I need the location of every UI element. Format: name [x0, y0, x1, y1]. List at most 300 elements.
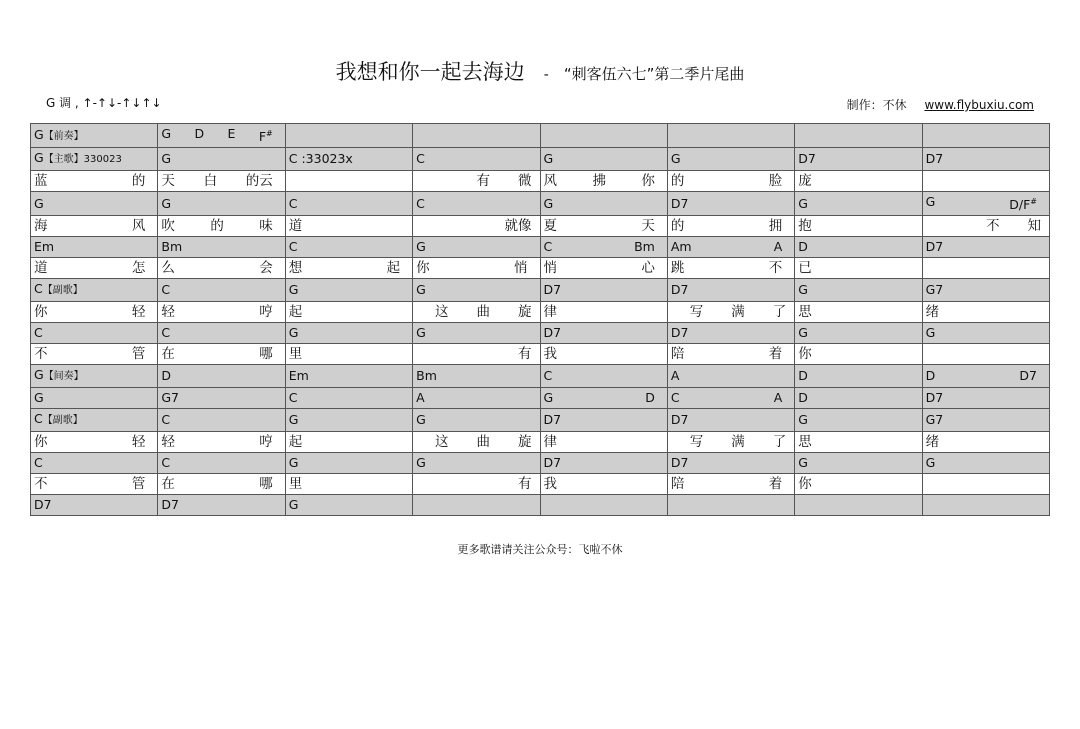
lyric-cell: [285, 344, 412, 365]
chord-cell: [413, 148, 540, 171]
chord-row: [31, 237, 1050, 258]
lyric-cell: [795, 171, 922, 192]
chord-symbol: D: [925, 368, 936, 384]
lyric-row: [31, 302, 1050, 323]
lyric-text: 写: [689, 434, 704, 451]
section-label: 【副歌】: [42, 285, 83, 297]
chord-symbol: D7: [925, 390, 944, 406]
chord-symbol: G7: [925, 412, 944, 428]
chord-cell: [31, 124, 158, 148]
chord-symbol: G: [161, 151, 172, 167]
chord-symbol: G: [543, 151, 554, 167]
lyric-cell: [795, 216, 922, 237]
lyric-text: 思: [798, 434, 812, 451]
chord-symbol: A: [773, 390, 783, 406]
chord-row: [31, 323, 1050, 344]
chord-symbol: Em: [34, 239, 55, 255]
lyric-text: 这: [435, 304, 449, 321]
chord-symbol: C: [34, 325, 43, 341]
lyric-text: 道: [34, 260, 48, 277]
chord-symbol: Bm: [634, 239, 655, 255]
chord-cell: [285, 453, 412, 474]
chord-symbol: F#: [258, 129, 273, 145]
lyric-text: 在: [161, 476, 175, 493]
lyric-text: 哪: [259, 476, 273, 493]
chord-cell: [922, 237, 1049, 258]
lyric-cell: [667, 474, 794, 495]
lyric-text: 写: [689, 304, 704, 321]
chord-symbol: G7: [925, 282, 944, 298]
chord-symbol: G: [34, 195, 44, 211]
lyric-text: 你: [798, 346, 812, 363]
lyric-cell: [540, 432, 667, 453]
chord-cell: [540, 148, 667, 171]
chord-cell: [285, 365, 412, 388]
chord-cell: [31, 409, 158, 432]
chord-cell: [540, 323, 667, 344]
chord-cell: [158, 495, 285, 516]
chord-cell: [31, 495, 158, 516]
lyric-cell: [922, 216, 1049, 237]
lyric-text: 着: [768, 346, 783, 363]
lyric-row: [31, 171, 1050, 192]
chord-symbol: C: [670, 390, 680, 406]
chord-symbol: D7: [670, 455, 689, 471]
chord-cell: [285, 192, 412, 216]
chord-symbol: G: [288, 455, 299, 471]
lyric-cell: [667, 258, 794, 279]
chord-cell: [31, 148, 158, 171]
chord-cell: [667, 495, 794, 516]
lyric-text: 么: [161, 260, 175, 277]
lyric-cell: [795, 258, 922, 279]
lyric-text: 怎: [131, 260, 146, 277]
chord-symbol: G: [925, 325, 936, 341]
section-label: 【前奏】: [43, 130, 84, 142]
lyric-cell: [31, 474, 158, 495]
lyric-cell: [413, 344, 540, 365]
lyric-cell: [31, 432, 158, 453]
lyric-cell: [158, 258, 285, 279]
chord-symbol: G: [34, 126, 44, 142]
lyric-cell: [540, 302, 667, 323]
credit-website-link[interactable]: www.flybuxiu.com: [924, 98, 1034, 112]
lyric-cell: [540, 258, 667, 279]
chord-symbol: D7: [925, 239, 944, 255]
chord-cell: [922, 279, 1049, 302]
lyric-text: 轻: [161, 434, 175, 451]
lyric-text: 思: [798, 304, 812, 321]
lyric-text: 微: [518, 173, 532, 190]
lyric-cell: [413, 432, 540, 453]
chord-symbol: G: [161, 126, 172, 141]
credit-author: 制作：不休: [846, 98, 907, 112]
lyric-cell: [413, 258, 540, 279]
chord-symbol: G: [925, 194, 936, 210]
lyric-cell: [667, 344, 794, 365]
lyric-cell: [922, 302, 1049, 323]
chord-cell: [413, 388, 540, 409]
lyric-text: 管: [131, 346, 146, 363]
chord-cell: [158, 409, 285, 432]
chord-cell: [285, 279, 412, 302]
chord-symbol: C: [288, 195, 298, 211]
key-and-strum-pattern: G 调 , ↑-↑↓-↑↓↑↓: [46, 96, 162, 110]
chord-cell: [540, 365, 667, 388]
chord-symbol: G: [161, 195, 172, 211]
lyric-text: 哼: [259, 304, 273, 321]
lyric-text: 轻: [161, 304, 175, 321]
lyric-cell: [667, 216, 794, 237]
lyric-cell: [31, 302, 158, 323]
chord-cell: [795, 124, 922, 148]
chord-symbol: G: [925, 455, 936, 471]
chord-symbol: Bm: [416, 368, 437, 384]
chord-symbol: G: [34, 150, 44, 166]
chord-symbol: D: [645, 390, 655, 406]
chord-symbol: G: [416, 412, 426, 428]
chord-cell: [31, 323, 158, 344]
lyric-cell: [158, 344, 285, 365]
chord-cell: [540, 388, 667, 409]
chord-cell: [158, 237, 285, 258]
chord-symbol: C: [161, 455, 171, 471]
lyric-cell: [922, 258, 1049, 279]
chord-cell: [31, 365, 158, 388]
lyric-text: 陪: [670, 476, 685, 493]
chord-cell: [795, 237, 922, 258]
chord-cell: [158, 453, 285, 474]
lyric-cell: [795, 344, 922, 365]
lyric-text: 你: [798, 476, 812, 493]
lyric-row: [31, 432, 1050, 453]
lyric-cell: [540, 344, 667, 365]
lyric-text: 风: [543, 173, 557, 190]
chord-symbol: G: [670, 151, 681, 167]
chord-cell: [158, 148, 285, 171]
footer-note: 更多歌谱请关注公众号：飞啦不休: [457, 543, 623, 556]
chord-cell: [158, 323, 285, 344]
chord-cell: [285, 409, 412, 432]
lyric-cell: [540, 171, 667, 192]
lyric-text: 不: [768, 260, 783, 277]
chord-cell: [540, 409, 667, 432]
chord-symbol: G7: [161, 390, 180, 406]
lyric-cell: [795, 474, 922, 495]
lyric-text: 的: [670, 173, 685, 190]
chord-symbol: G: [798, 195, 808, 211]
chord-symbol: A: [416, 390, 425, 406]
chord-cell: [285, 495, 412, 516]
chord-cell: [285, 148, 412, 171]
lyric-text: 管: [131, 476, 146, 493]
chord-row: [31, 365, 1050, 388]
chord-cell: [795, 279, 922, 302]
chord-symbol: D: [798, 390, 808, 406]
chord-cell: [922, 124, 1049, 148]
chord-symbol: G: [798, 455, 808, 471]
lyric-text: 曲: [476, 304, 490, 321]
chord-cell: [158, 388, 285, 409]
chord-row: [31, 388, 1050, 409]
chord-cell: [667, 148, 794, 171]
lyric-text: 里: [288, 346, 303, 363]
lyric-cell: [31, 258, 158, 279]
chord-row: [31, 192, 1050, 216]
chord-cell: [922, 388, 1049, 409]
lyric-text: 不: [986, 218, 1000, 235]
chord-cell: [922, 148, 1049, 171]
lyric-row: [31, 344, 1050, 365]
lyric-text: 曲: [476, 434, 490, 451]
chord-symbol: C: [34, 455, 43, 471]
lyric-row: [31, 258, 1050, 279]
chord-symbol: G: [798, 325, 808, 341]
chord-cell: [540, 124, 667, 148]
chord-cell: [922, 365, 1049, 388]
chord-cell: [922, 323, 1049, 344]
section-label: 【副歌】: [42, 415, 83, 427]
lyric-text: 里: [288, 476, 303, 493]
chord-cell: [31, 237, 158, 258]
chord-symbol: D7: [161, 497, 179, 513]
lyric-text: 满: [731, 304, 745, 321]
chord-cell: [922, 495, 1049, 516]
lyric-cell: [31, 171, 158, 192]
chord-symbol: D: [194, 126, 205, 141]
chord-cell: [795, 388, 922, 409]
lyric-cell: [795, 432, 922, 453]
lyric-text: 天: [161, 173, 175, 190]
lyric-text: 的云: [245, 173, 273, 190]
chord-symbol: C: [543, 368, 553, 384]
lyric-text: 绪: [925, 434, 940, 451]
chord-cell: [413, 192, 540, 216]
lyric-cell: [540, 216, 667, 237]
lyric-cell: [285, 302, 412, 323]
lyric-cell: [158, 216, 285, 237]
chord-symbol: C: [288, 239, 298, 255]
chord-symbol: C: [543, 239, 553, 255]
lyric-text: 有: [476, 173, 490, 190]
chord-cell: [413, 237, 540, 258]
lyric-text: 你: [416, 260, 430, 277]
lyric-text: 在: [161, 346, 175, 363]
chord-symbol: D7: [543, 325, 562, 341]
chord-symbol: G: [416, 455, 426, 471]
lyric-cell: [413, 216, 540, 237]
chord-symbol: E: [227, 126, 236, 141]
lyric-cell: [158, 171, 285, 192]
lyric-cell: [922, 171, 1049, 192]
chord-symbol: D/F#: [1009, 197, 1037, 213]
lyric-cell: [413, 474, 540, 495]
lyric-text: 风: [131, 218, 146, 235]
chord-cell: [795, 365, 922, 388]
lyric-text: 夏: [543, 218, 557, 235]
lyric-cell: [667, 302, 794, 323]
chord-symbol: G: [288, 325, 299, 341]
chord-symbol: G: [34, 390, 44, 406]
chord-cell: [158, 124, 285, 148]
chord-cell: [158, 279, 285, 302]
lyric-text: 陪: [670, 346, 685, 363]
lyric-text: 我: [543, 476, 557, 493]
lyric-cell: [158, 474, 285, 495]
lyric-text: 天: [641, 218, 655, 235]
lyric-text: 心: [641, 260, 655, 277]
lyric-text: 了: [772, 304, 787, 321]
chord-symbol: D7: [670, 282, 689, 298]
chord-cell: [540, 192, 667, 216]
lyric-text: 满: [731, 434, 745, 451]
lyric-text: 想: [288, 260, 303, 277]
chord-cell: [795, 495, 922, 516]
chord-cell: [31, 192, 158, 216]
chord-cell: [31, 388, 158, 409]
lyric-text: 你: [34, 434, 48, 451]
section-label: 【主歌】330023: [43, 154, 122, 166]
lyric-text: 有: [518, 476, 532, 493]
chord-cell: [667, 237, 794, 258]
chord-cell: [795, 453, 922, 474]
chord-cell: [922, 192, 1049, 216]
section-label: 【间奏】: [43, 371, 84, 383]
lyric-text: 我: [543, 346, 557, 363]
chord-cell: [413, 365, 540, 388]
lyric-text: 拂: [592, 173, 606, 190]
chord-cell: [158, 365, 285, 388]
lyric-cell: [158, 302, 285, 323]
chord-symbol: Bm: [161, 239, 183, 255]
lyric-text: 旋: [518, 304, 532, 321]
chord-row: [31, 409, 1050, 432]
chord-symbol: C: [416, 195, 425, 211]
chord-cell: [158, 192, 285, 216]
lyric-text: 白: [203, 173, 218, 190]
lyric-text: 已: [798, 260, 812, 277]
chord-symbol: D7: [543, 282, 562, 298]
chord-cell: [285, 323, 412, 344]
lyric-cell: [285, 432, 412, 453]
chord-symbol: D7: [798, 151, 816, 167]
chord-cell: [667, 388, 794, 409]
lyric-cell: [922, 474, 1049, 495]
chord-cell: [667, 124, 794, 148]
lyric-text: 不: [34, 346, 48, 363]
chord-row: [31, 453, 1050, 474]
lyric-text: 抱: [798, 218, 812, 235]
lyric-text: 起: [288, 434, 303, 451]
chord-cell: [667, 279, 794, 302]
chord-symbol: A: [773, 239, 783, 255]
chord-symbol: D7: [670, 412, 689, 428]
chord-row: [31, 148, 1050, 171]
lyric-cell: [285, 216, 412, 237]
lyric-cell: [795, 302, 922, 323]
chord-row: [31, 279, 1050, 302]
lyric-cell: [285, 171, 412, 192]
chord-symbol: A: [670, 368, 680, 384]
chord-symbol: C: [161, 282, 171, 298]
lyric-text: 的: [210, 218, 224, 235]
chord-cell: [285, 124, 412, 148]
credit-line: [847, 96, 1034, 113]
lyric-text: 你: [34, 304, 48, 321]
lyric-text: 蓝: [34, 173, 48, 190]
chord-symbol: D: [798, 368, 808, 384]
lyric-text: 律: [543, 434, 557, 451]
chord-cell: [285, 388, 412, 409]
chord-symbol: D7: [34, 497, 52, 513]
lyric-cell: [31, 344, 158, 365]
lyric-text: 有: [518, 346, 532, 363]
chord-symbol: Em: [288, 368, 309, 384]
chord-cell: [413, 279, 540, 302]
lyric-cell: [922, 344, 1049, 365]
lyric-cell: [158, 432, 285, 453]
lyric-text: 悄: [543, 260, 557, 277]
chord-row: [31, 495, 1050, 516]
lyric-text: 你: [641, 173, 655, 190]
chord-symbol: D: [798, 239, 808, 255]
chord-cell: [540, 237, 667, 258]
chord-cell: [413, 124, 540, 148]
lyric-row: [31, 474, 1050, 495]
lyric-text: 庞: [798, 173, 812, 190]
lyric-text: 哪: [259, 346, 273, 363]
lyric-cell: [413, 171, 540, 192]
lyric-text: 吹: [161, 218, 175, 235]
song-subtitle: “刺客伍六七”第二季片尾曲: [563, 65, 745, 83]
chord-cell: [922, 453, 1049, 474]
chord-cell: [31, 453, 158, 474]
chord-sheet-table: [30, 123, 1050, 516]
chord-symbol: C: [34, 281, 43, 297]
chord-symbol: G: [416, 239, 426, 255]
lyric-text: 的: [670, 218, 685, 235]
chord-symbol: G: [288, 497, 299, 513]
lyric-text: 不: [34, 476, 48, 493]
lyric-text: 会: [259, 260, 273, 277]
lyric-text: 拥: [768, 218, 783, 235]
chord-cell: [795, 192, 922, 216]
lyric-text: 轻: [131, 304, 146, 321]
chord-cell: [795, 323, 922, 344]
lyric-cell: [667, 432, 794, 453]
chord-cell: [540, 453, 667, 474]
chord-cell: [667, 409, 794, 432]
lyric-cell: [922, 432, 1049, 453]
song-title-line: [0, 56, 1080, 86]
chord-symbol: C: [288, 390, 298, 406]
lyric-text: 着: [768, 476, 783, 493]
lyric-cell: [31, 216, 158, 237]
chord-symbol: C :33023x: [288, 151, 353, 167]
chord-cell: [795, 409, 922, 432]
lyric-text: 道: [288, 218, 303, 235]
chord-symbol: D7: [543, 455, 562, 471]
chord-symbol: D7: [543, 412, 562, 428]
lyric-text: 味: [259, 218, 273, 235]
chord-symbol: G: [798, 282, 808, 298]
chord-cell: [413, 409, 540, 432]
lyric-cell: [540, 474, 667, 495]
chord-symbol: C: [416, 151, 425, 167]
chord-symbol: C: [161, 325, 171, 341]
lyric-row: [31, 216, 1050, 237]
chord-symbol: G: [543, 390, 554, 406]
